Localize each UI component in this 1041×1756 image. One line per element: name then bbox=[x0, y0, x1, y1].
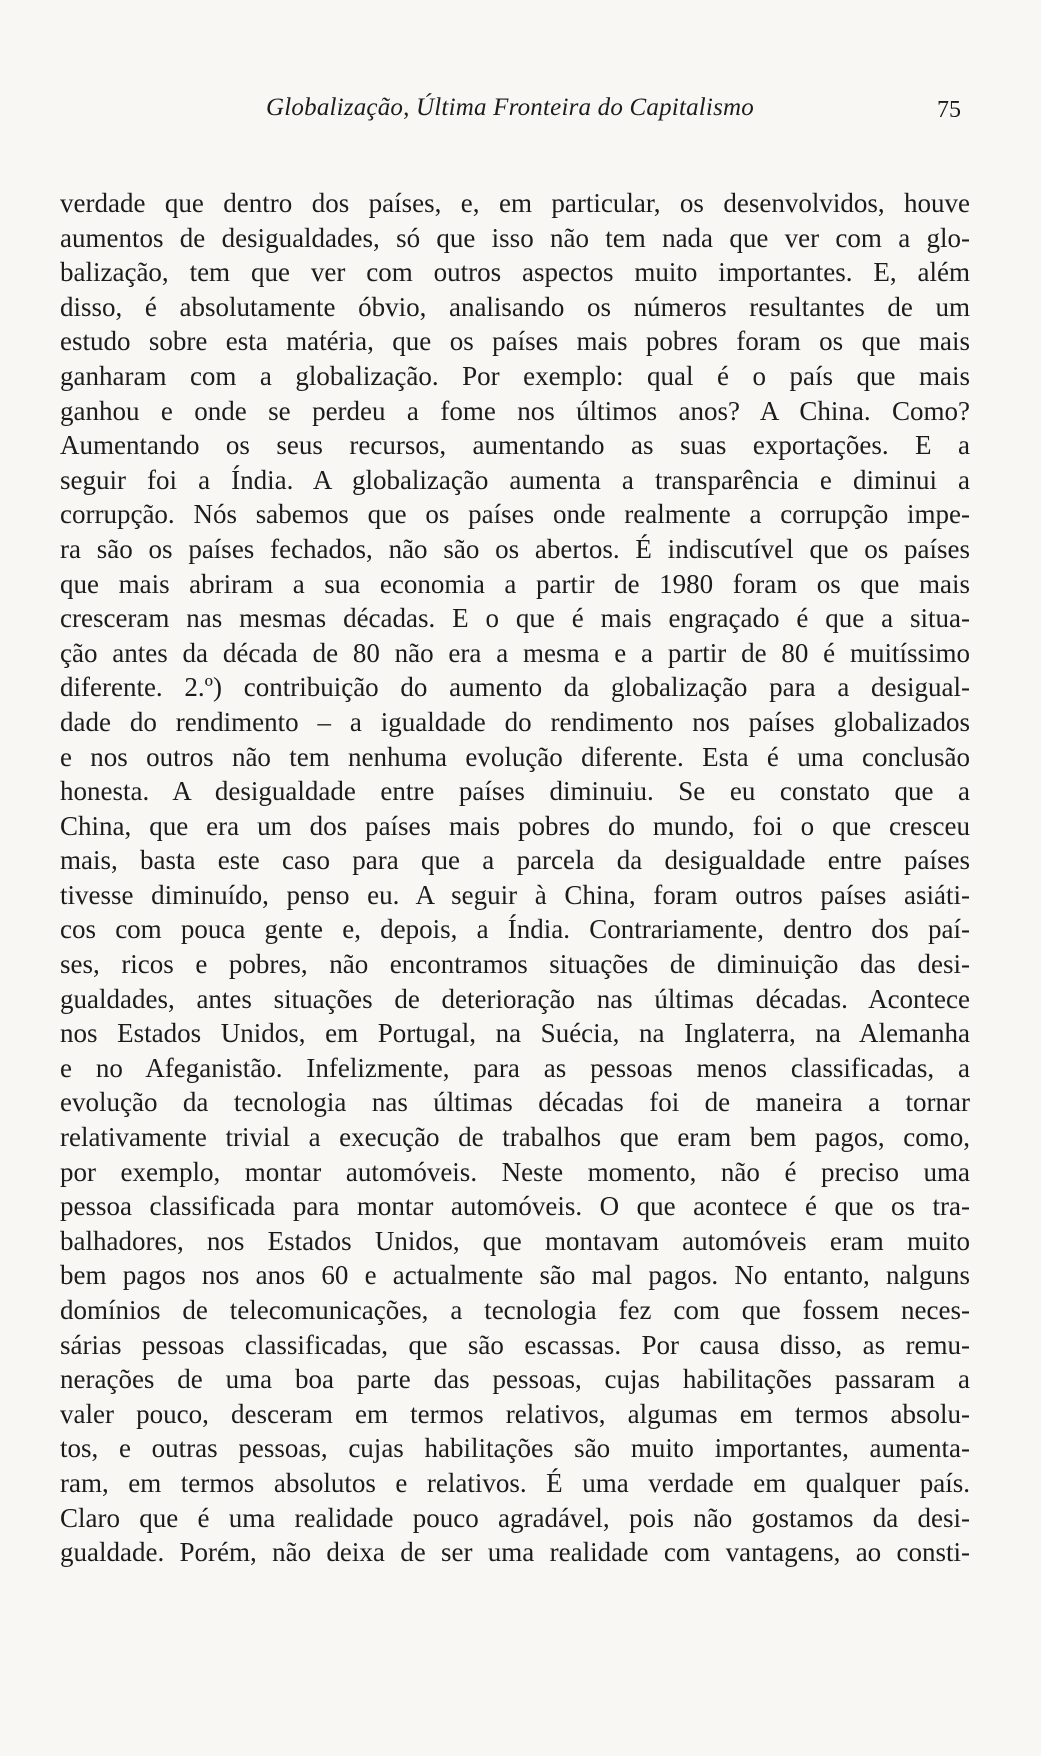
text-line: mais, basta este caso para que a parcela da desigualdade entre países bbox=[60, 845, 970, 876]
text-line: aumentos de desigualdades, só que isso não tem nada que ver com a glo- bbox=[60, 222, 970, 253]
text-line: pessoa classificada para montar automóveis. O que acontece é que os tra- bbox=[60, 1191, 970, 1222]
text-line: diferente. 2.º) contribuição do aumento da globalização para a desigual- bbox=[60, 672, 970, 703]
text-line: nerações de uma boa parte das pessoas, cujas habilitações passaram a bbox=[60, 1364, 970, 1395]
text-line: verdade que dentro dos países, e, em particular, os desenvolvidos, houve bbox=[60, 188, 970, 218]
text-line: balização, tem que ver com outros aspectos muito importantes. E, além bbox=[60, 257, 970, 288]
text-line: nos Estados Unidos, em Portugal, na Suécia, na Inglaterra, na Alemanha bbox=[60, 1018, 970, 1049]
text-line: tivesse diminuído, penso eu. A seguir à China, foram outros países asiáti- bbox=[60, 879, 970, 910]
text-line: gualdades, antes situações de deterioração nas últimas décadas. Acontece bbox=[60, 983, 970, 1014]
text-line: ses, ricos e pobres, não encontramos situações de diminuição das desi- bbox=[60, 949, 970, 980]
running-title: Globalização, Última Fronteira do Capitalismo bbox=[266, 94, 754, 121]
text-line: ganharam com a globalização. Por exemplo: qual é o país que mais bbox=[60, 360, 970, 391]
text-line: evolução da tecnologia nas últimas décadas foi de maneira a tornar bbox=[60, 1087, 970, 1118]
text-line: valer pouco, desceram em termos relativos, algumas em termos absolu- bbox=[60, 1398, 970, 1429]
text-line: gualdade. Porém, não deixa de ser uma realidade com vantagens, ao consti- bbox=[60, 1537, 970, 1568]
text-line: corrupção. Nós sabemos que os países onde realmente a corrupção impe- bbox=[60, 499, 970, 530]
text-line: domínios de telecomunicações, a tecnologia fez com que fossem neces- bbox=[60, 1295, 970, 1325]
text-line: seguir foi a Índia. A globalização aumenta a transparência e diminui a bbox=[60, 464, 970, 495]
text-line: honesta. A desigualdade entre países diminuiu. Se eu constato que a bbox=[60, 776, 970, 807]
text-line: tos, e outras pessoas, cujas habilitações são muito importantes, aumenta- bbox=[60, 1433, 970, 1464]
text-line: por exemplo, montar automóveis. Neste momento, não é preciso uma bbox=[60, 1156, 970, 1187]
text-line: dade do rendimento – a igualdade do rendimento nos países globalizados bbox=[60, 706, 970, 737]
text-line: bem pagos nos anos 60 e actualmente são mal pagos. No entanto, nalguns bbox=[60, 1260, 970, 1291]
text-line: estudo sobre esta matéria, que os países mais pobres foram os que mais bbox=[60, 326, 970, 357]
body-text bbox=[60, 186, 970, 1570]
text-line: ra são os países fechados, não são os abertos. É indiscutível que os países bbox=[60, 533, 970, 564]
text-line: China, que era um dos países mais pobres do mundo, foi o que cresceu bbox=[60, 810, 970, 841]
text-line: disso, é absolutamente óbvio, analisando os números resultantes de um bbox=[60, 291, 970, 322]
text-line: ganhou e onde se perdeu a fome nos últimos anos? A China. Como? bbox=[60, 395, 970, 426]
text-line: sárias pessoas classificadas, que são escassas. Por causa disso, as remu- bbox=[60, 1329, 970, 1360]
text-line: ram, em termos absolutos e relativos. É uma verdade em qualquer país. bbox=[60, 1467, 970, 1498]
text-line: relativamente trivial a execução de trabalhos que eram bem pagos, como, bbox=[60, 1122, 970, 1153]
text-line: Aumentando os seus recursos, aumentando as suas exportações. E a bbox=[60, 430, 970, 461]
running-head bbox=[60, 88, 960, 128]
text-line: cresceram nas mesmas décadas. E o que é mais engraçado é que a situa- bbox=[60, 603, 970, 634]
text-line: e nos outros não tem nenhuma evolução diferente. Esta é uma conclusão bbox=[60, 741, 970, 772]
text-line: que mais abriram a sua economia a partir de 1980 foram os que mais bbox=[60, 568, 970, 599]
text-line: balhadores, nos Estados Unidos, que montavam automóveis eram muito bbox=[60, 1225, 970, 1256]
text-line: cos com pouca gente e, depois, a Índia. Contrariamente, dentro dos paí- bbox=[60, 914, 970, 945]
text-line: e no Afeganistão. Infelizmente, para as pessoas menos classificadas, a bbox=[60, 1052, 970, 1083]
text-line: ção antes da década de 80 não era a mesma e a partir de 80 é muitíssimo bbox=[60, 637, 970, 668]
text-line: Claro que é uma realidade pouco agradável, pois não gostamos da desi- bbox=[60, 1502, 970, 1533]
page-number: 75 bbox=[937, 97, 961, 123]
